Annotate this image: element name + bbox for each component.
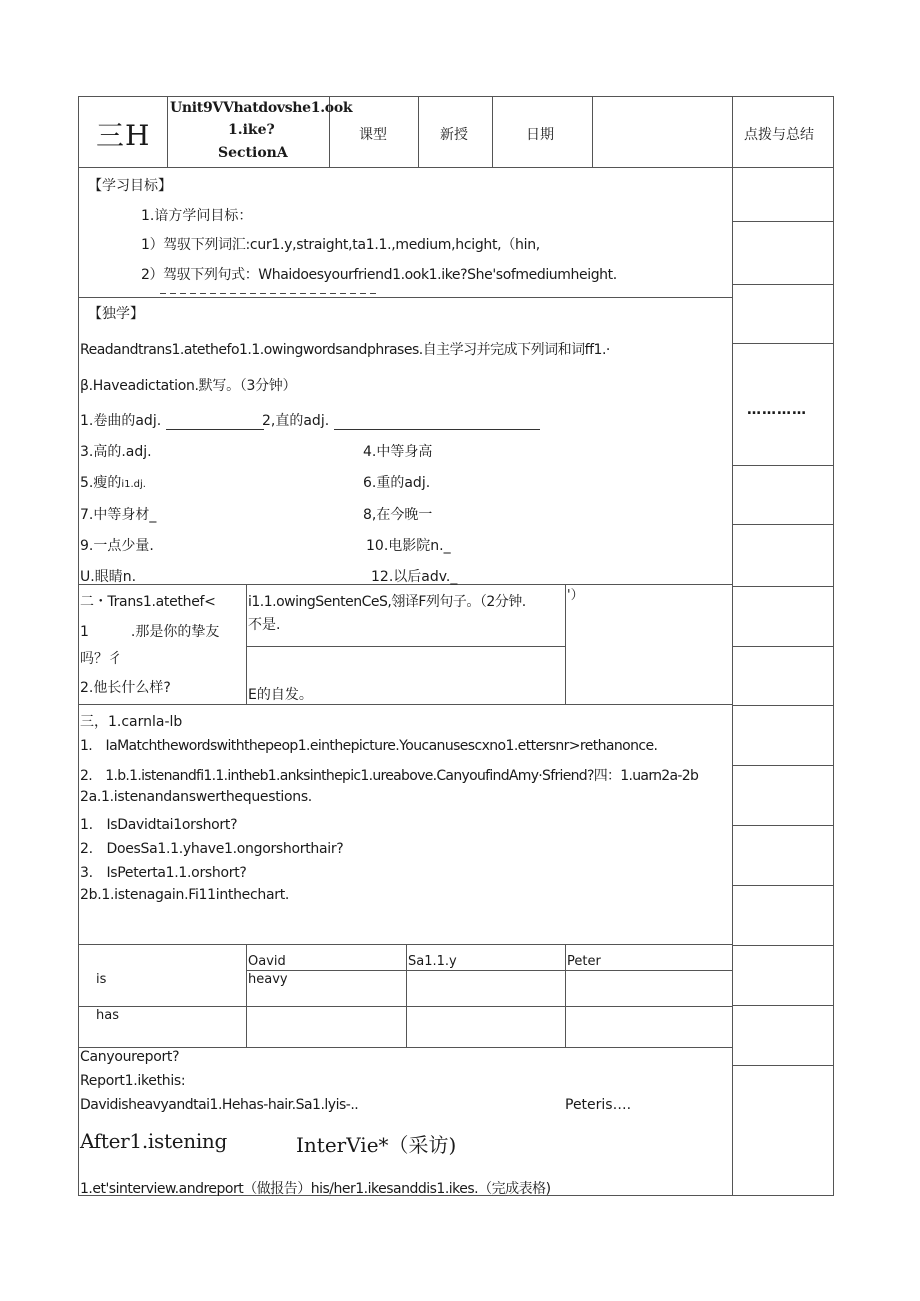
header-badge: 三H bbox=[96, 119, 151, 152]
chart-header-peter: Peter bbox=[567, 954, 601, 969]
side-dots: ………… bbox=[747, 402, 807, 418]
question-3: 3. IsPeterta1.1.orshort? bbox=[80, 865, 247, 881]
goals-title: 【学习目标】 bbox=[88, 178, 172, 194]
chart-cell-has-peter[interactable] bbox=[567, 1008, 730, 1045]
chart-cell-is-sally[interactable] bbox=[408, 972, 563, 1004]
chart-cell-has-sally[interactable] bbox=[408, 1008, 563, 1045]
translate-right-1: i1.1.owingSentenCeS,翎译F列句子。（2分钟. bbox=[248, 594, 526, 610]
translate-left-1: 二・Trans1.atethef< bbox=[80, 594, 216, 610]
vocab-item-6: 6.重的adj. bbox=[363, 475, 431, 491]
study-intro: Readandtrans1.atethefo1.1.owingwordsandphrases.自主学习并完成下列词和词ff1.· bbox=[80, 342, 610, 358]
chart-header-sally: Sa1.1.y bbox=[408, 954, 457, 969]
unit-title-line3: SectionA bbox=[218, 145, 288, 161]
vocab-item-2 bbox=[262, 410, 540, 430]
goals-item-3: 2）驾驭下列句式：Whaidoesyourfriend1.ook1.ike?She'sofmediumheight. bbox=[141, 267, 617, 283]
vocab-item-8: 8,在今晚一 bbox=[363, 507, 433, 523]
lesson-type-value: 新授 bbox=[440, 127, 468, 143]
vocab-item-10: 10.电影院n._ bbox=[366, 538, 451, 554]
study-dictation: β.Haveadictation.默写。（3分钟） bbox=[80, 378, 297, 394]
lesson-type-label: 课型 bbox=[359, 127, 387, 143]
translate-right-2: 不是. bbox=[248, 617, 281, 633]
report-question: Canyoureport? bbox=[80, 1049, 180, 1065]
section3-line2: 2. 1.b.1.istenandfi1.1.intheb1.anksinthepic1.ureabove.CanyoufindAmy·Sfriend?四：1.uarn2a-2b bbox=[80, 768, 699, 784]
translate-left-3: 吗？彳 bbox=[80, 651, 122, 667]
translate-mark: '） bbox=[567, 588, 584, 603]
section3-line3: 2a.1.istenandanswerthequestions. bbox=[80, 789, 312, 805]
vocab-item-7: 7.中等身材_ bbox=[80, 507, 157, 523]
vocab-item-5-sub: i1.dj. bbox=[121, 479, 146, 490]
vocab-item-1-text: 1.卷曲的adj. bbox=[80, 413, 162, 429]
date-label: 日期 bbox=[526, 127, 554, 143]
vocab-item-5 bbox=[80, 472, 146, 492]
cut-off-text-strip bbox=[160, 292, 380, 295]
chart-cell-is-david[interactable]: heavy bbox=[248, 972, 288, 987]
chart-row-label-is: is bbox=[96, 972, 107, 987]
vocab-item-12: 12.以后adv._ bbox=[371, 569, 458, 585]
section3-line4: 2b.1.istenagain.Fi11inthechart. bbox=[80, 887, 290, 903]
section3-heading: 三，1.carnla-lb bbox=[80, 714, 183, 730]
study-title: 【独学】 bbox=[88, 306, 144, 322]
goals-item-2: 1）驾驭下列词汇:cur1.y,straight,ta1.1.,medium,hcight,（hin, bbox=[141, 237, 540, 253]
unit-title-line2: 1.ike? bbox=[228, 122, 275, 138]
interview-task: 1.et'sinterview.andreport（做报告）his/her1.ikesanddis1.ikes.（完成表格) bbox=[80, 1181, 551, 1197]
report-sample-2: Peteris…. bbox=[565, 1097, 632, 1113]
vocab-item-9: 9.一点少量. bbox=[80, 538, 154, 554]
summary-label: 点拨与总结 bbox=[744, 127, 814, 143]
goals-item-1: 1.谙方学问目标： bbox=[141, 208, 253, 224]
question-2: 2. DoesSa1.1.yhave1.ongorshorthair? bbox=[80, 841, 344, 857]
vocab-item-11: U.眼睛n. bbox=[80, 569, 137, 585]
vocab-item-3: 3.高的.adj. bbox=[80, 444, 152, 460]
translate-left-4: 2.他长什么样? bbox=[80, 680, 171, 696]
after-listening-title: After1.istening bbox=[80, 1129, 228, 1153]
section3-line1: 1. IaMatchthewordswiththepeop1.einthepicture.Youcanusescxno1.ettersnr>rethanonce. bbox=[80, 738, 658, 754]
chart-cell-has-david[interactable] bbox=[248, 1008, 404, 1045]
vocab-blank-2[interactable] bbox=[334, 415, 540, 430]
date-value[interactable] bbox=[600, 124, 725, 142]
unit-title-line1: Unit9VVhatdovshe1.ook bbox=[170, 100, 353, 116]
chart-cell-is-peter[interactable] bbox=[567, 972, 730, 1004]
interview-title: InterVie*（采访) bbox=[296, 1133, 457, 1157]
chart-header-david: Oavid bbox=[248, 954, 286, 969]
translate-right-3: E的自发。 bbox=[248, 687, 313, 703]
translate-left-2: 1 .那是你的挚友 bbox=[80, 624, 220, 640]
report-sample-1: Davidisheavyandtai1.Hehas-hair.Sa1.lyis-.. bbox=[80, 1097, 359, 1113]
chart-row-label-has: has bbox=[96, 1008, 119, 1023]
question-1: 1. IsDavidtai1orshort? bbox=[80, 817, 238, 833]
vocab-item-2-text: 2,直的adj. bbox=[262, 413, 330, 429]
report-instruction: Report1.ikethis: bbox=[80, 1073, 186, 1089]
vocab-blank-1[interactable] bbox=[166, 415, 264, 430]
vocab-item-4: 4.中等身高 bbox=[363, 444, 433, 460]
vocab-item-1 bbox=[80, 410, 264, 430]
vocab-item-5-text: 5.瘦的 bbox=[80, 475, 122, 491]
